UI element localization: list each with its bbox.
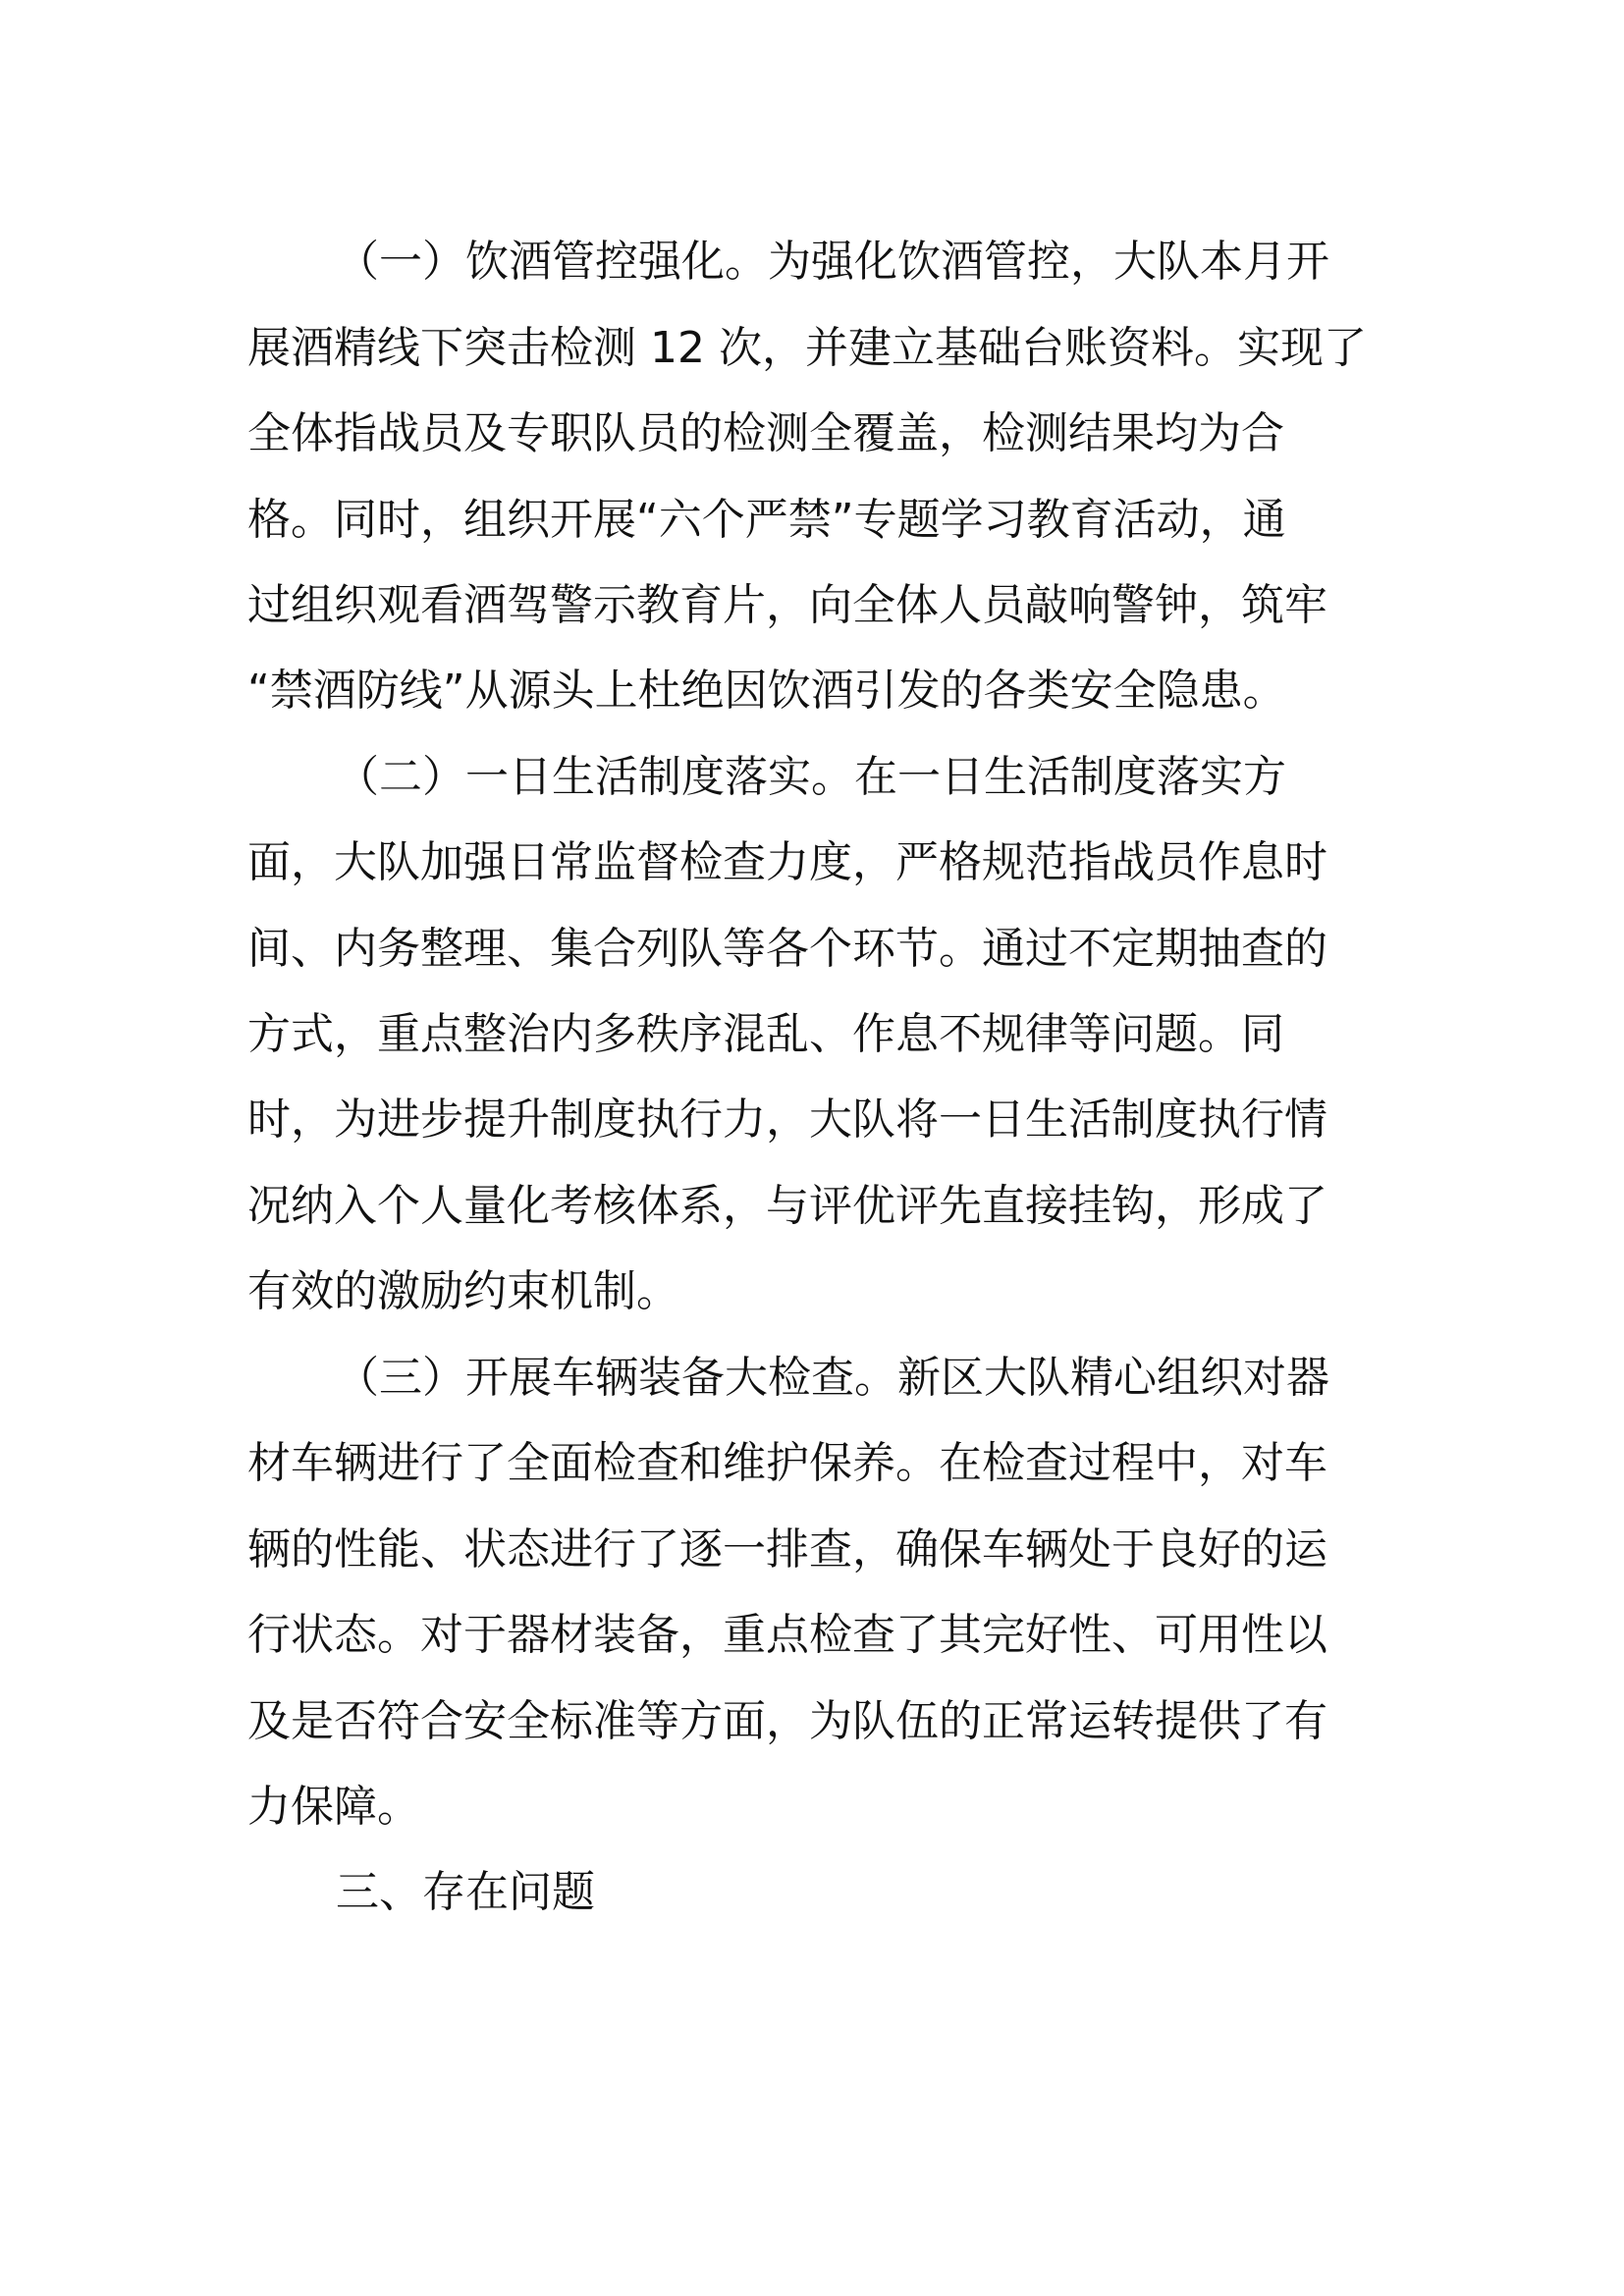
paragraph-1-line-4: 格。同时，组织开展“六个严禁”专题学习教育活动，通 xyxy=(247,495,1286,545)
paragraph-1-line-6: “禁酒防线”从源头上杜绝因饮酒引发的各类安全隐患。 xyxy=(247,666,1286,716)
paragraph-1-line-3: 全体指战员及专职队员的检测全覆盖，检测结果均为合 xyxy=(247,408,1284,458)
paragraph-2-line-7: 有效的激励约束机制。 xyxy=(247,1266,679,1316)
paragraph-3-line-3: 辆的性能、状态进行了逐一排查，确保车辆处于良好的运 xyxy=(247,1524,1327,1575)
paragraph-1-line-1: （一）饮酒管控强化。为强化饮酒管控，大队本月开 xyxy=(336,237,1329,287)
paragraph-2-line-2: 面，大队加强日常监督检查力度，严格规范指战员作息时 xyxy=(247,837,1327,887)
paragraph-1-line-2: 展酒精线下突击检测 12 次，并建立基础台账资料。实现了 xyxy=(247,323,1367,373)
paragraph-2-line-5: 时，为进步提升制度执行力，大队将一日生活制度执行情 xyxy=(247,1095,1327,1145)
paragraph-2-line-3: 间、内务整理、集合列队等各个环节。通过不定期抽查的 xyxy=(247,924,1327,974)
paragraph-3-line-2: 材车辆进行了全面检查和维护保养。在检查过程中，对车 xyxy=(247,1438,1327,1488)
paragraph-3-line-1: （三）开展车辆装备大检查。新区大队精心组织对器 xyxy=(336,1353,1329,1403)
paragraph-3-line-4: 行状态。对于器材装备，重点检查了其完好性、可用性以 xyxy=(247,1610,1327,1660)
paragraph-1-line-5: 过组织观看酒驾警示教育片，向全体人员敲响警钟，筑牢 xyxy=(247,580,1327,630)
paragraph-2-line-4: 方式，重点整治内多秩序混乱、作息不规律等问题。同 xyxy=(247,1009,1284,1059)
paragraph-2-line-6: 况纳入个人量化考核体系，与评优评先直接挂钩，形成了 xyxy=(247,1181,1327,1231)
paragraph-3-line-6: 力保障。 xyxy=(247,1782,420,1832)
paragraph-2-line-1: （二）一日生活制度落实。在一日生活制度落实方 xyxy=(336,752,1286,802)
section-heading: 三、存在问题 xyxy=(336,1867,595,1917)
paragraph-3-line-5: 及是否符合安全标准等方面，为队伍的正常运转提供了有 xyxy=(247,1696,1327,1746)
